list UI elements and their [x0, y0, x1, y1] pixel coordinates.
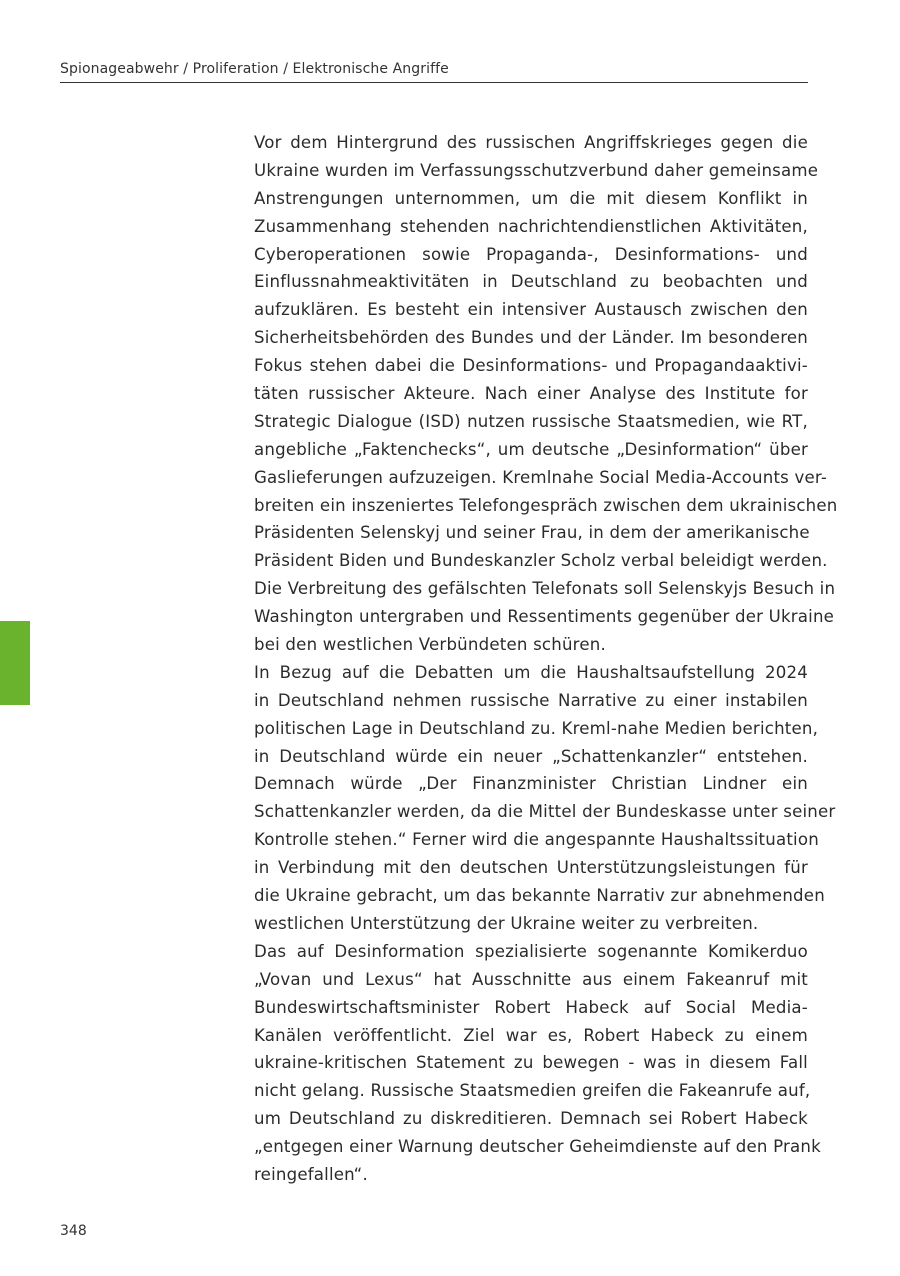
text-line: angebliche „Faktenchecks“, um deutsche „Desinformation“ über: [254, 439, 808, 459]
text-line: in Deutschland würde ein neuer „Schattenkanzler“ entstehen.: [254, 746, 808, 766]
text-line: Cyberoperationen sowie Propaganda-, Desinformations- und: [254, 244, 808, 264]
text-line: die Ukraine gebracht, um das bekannte Narrativ zur abnehmenden: [254, 886, 825, 906]
text-line: politischen Lage in Deutschland zu. Kreml-nahe Medien berichten,: [254, 718, 819, 738]
text-line: Strategic Dialogue (ISD) nutzen russische Staatsmedien, wie RT,: [254, 411, 808, 431]
paragraph: [254, 659, 836, 938]
text-line: in Deutschland nehmen russische Narrative zu einer instabilen: [254, 690, 808, 710]
paragraph: [254, 938, 821, 1189]
text-line: In Bezug auf die Debatten um die Haushaltsaufstellung 2024: [254, 662, 808, 682]
text-line: Präsidenten Selenskyj und seiner Frau, in dem der amerikanische: [254, 523, 810, 543]
text-line: in Verbindung mit den deutschen Unterstützungsleistungen für: [254, 858, 808, 878]
text-line: Sicherheitsbehörden des Bundes und der Länder. Im besonderen: [254, 328, 808, 348]
body-text: [254, 129, 838, 1189]
text-line: um Deutschland zu diskreditieren. Demnach sei Robert Habeck: [254, 1109, 808, 1129]
text-line: Anstrengungen unternommen, um die mit diesem Konflikt in: [254, 188, 808, 208]
text-line: „Vovan und Lexus“ hat Ausschnitte aus einem Fakeanruf mit: [254, 969, 808, 989]
text-line: Bundeswirtschaftsminister Robert Habeck auf Social Media-: [254, 997, 808, 1017]
running-header-title: Spionageabwehr / Proliferation / Elektronische Angriffe: [60, 61, 449, 77]
text-line: Die Verbreitung des gefälschten Telefonats soll Selenskyjs Besuch in: [254, 579, 836, 599]
text-line: Gaslieferungen aufzuzeigen. Kremlnahe Social Media-Accounts ver-: [254, 467, 828, 487]
text-line: Kontrolle stehen.“ Ferner wird die angespannte Haushaltssituation: [254, 830, 819, 850]
running-header: [60, 58, 808, 83]
text-line: westlichen Unterstützung der Ukraine weiter zu verbreiten.: [254, 913, 759, 933]
text-line: bei den westlichen Verbündeten schüren.: [254, 635, 606, 655]
text-line: Zusammenhang stehenden nachrichtendienstlichen Aktivitäten,: [254, 216, 808, 236]
text-line: nicht gelang. Russische Staatsmedien greifen die Fakeanrufe auf,: [254, 1081, 811, 1101]
text-line: Schattenkanzler werden, da die Mittel der Bundeskasse unter seiner: [254, 802, 836, 822]
chapter-marker-tab: [0, 621, 30, 705]
text-line: Washington untergraben und Ressentiments gegenüber der Ukraine: [254, 607, 835, 627]
paragraph: [254, 129, 838, 659]
text-line: Vor dem Hintergrund des russischen Angriffskrieges gegen die: [254, 133, 808, 152]
text-line: „entgegen einer Warnung deutscher Geheimdienste auf den Prank: [254, 1137, 821, 1157]
text-line: täten russischer Akteure. Nach einer Analyse des Institute for: [254, 384, 808, 404]
text-line: breiten ein inszeniertes Telefongespräch zwischen dem ukrainischen: [254, 495, 838, 515]
text-line: ukraine-kritischen Statement zu bewegen - was in diesem Fall: [254, 1053, 808, 1073]
text-line: Ukraine wurden im Verfassungsschutzverbund daher gemeinsame: [254, 160, 819, 180]
text-line: aufzuklären. Es besteht ein intensiver Austausch zwischen den: [254, 300, 808, 320]
text-line: Demnach würde „Der Finanzminister Christian Lindner ein: [254, 774, 808, 794]
page-number: 348: [60, 1223, 87, 1239]
text-line: Fokus stehen dabei die Desinformations- und Propagandaaktivi-: [254, 356, 808, 376]
text-line: Einflussnahmeaktivitäten in Deutschland zu beobachten und: [254, 272, 808, 292]
text-line: Das auf Desinformation spezialisierte sogenannte Komikerduo: [254, 941, 808, 961]
text-line: reingefallen“.: [254, 1164, 368, 1184]
text-line: Präsident Biden und Bundeskanzler Scholz verbal beleidigt werden.: [254, 551, 828, 571]
text-line: Kanälen veröffentlicht. Ziel war es, Robert Habeck zu einem: [254, 1025, 808, 1045]
